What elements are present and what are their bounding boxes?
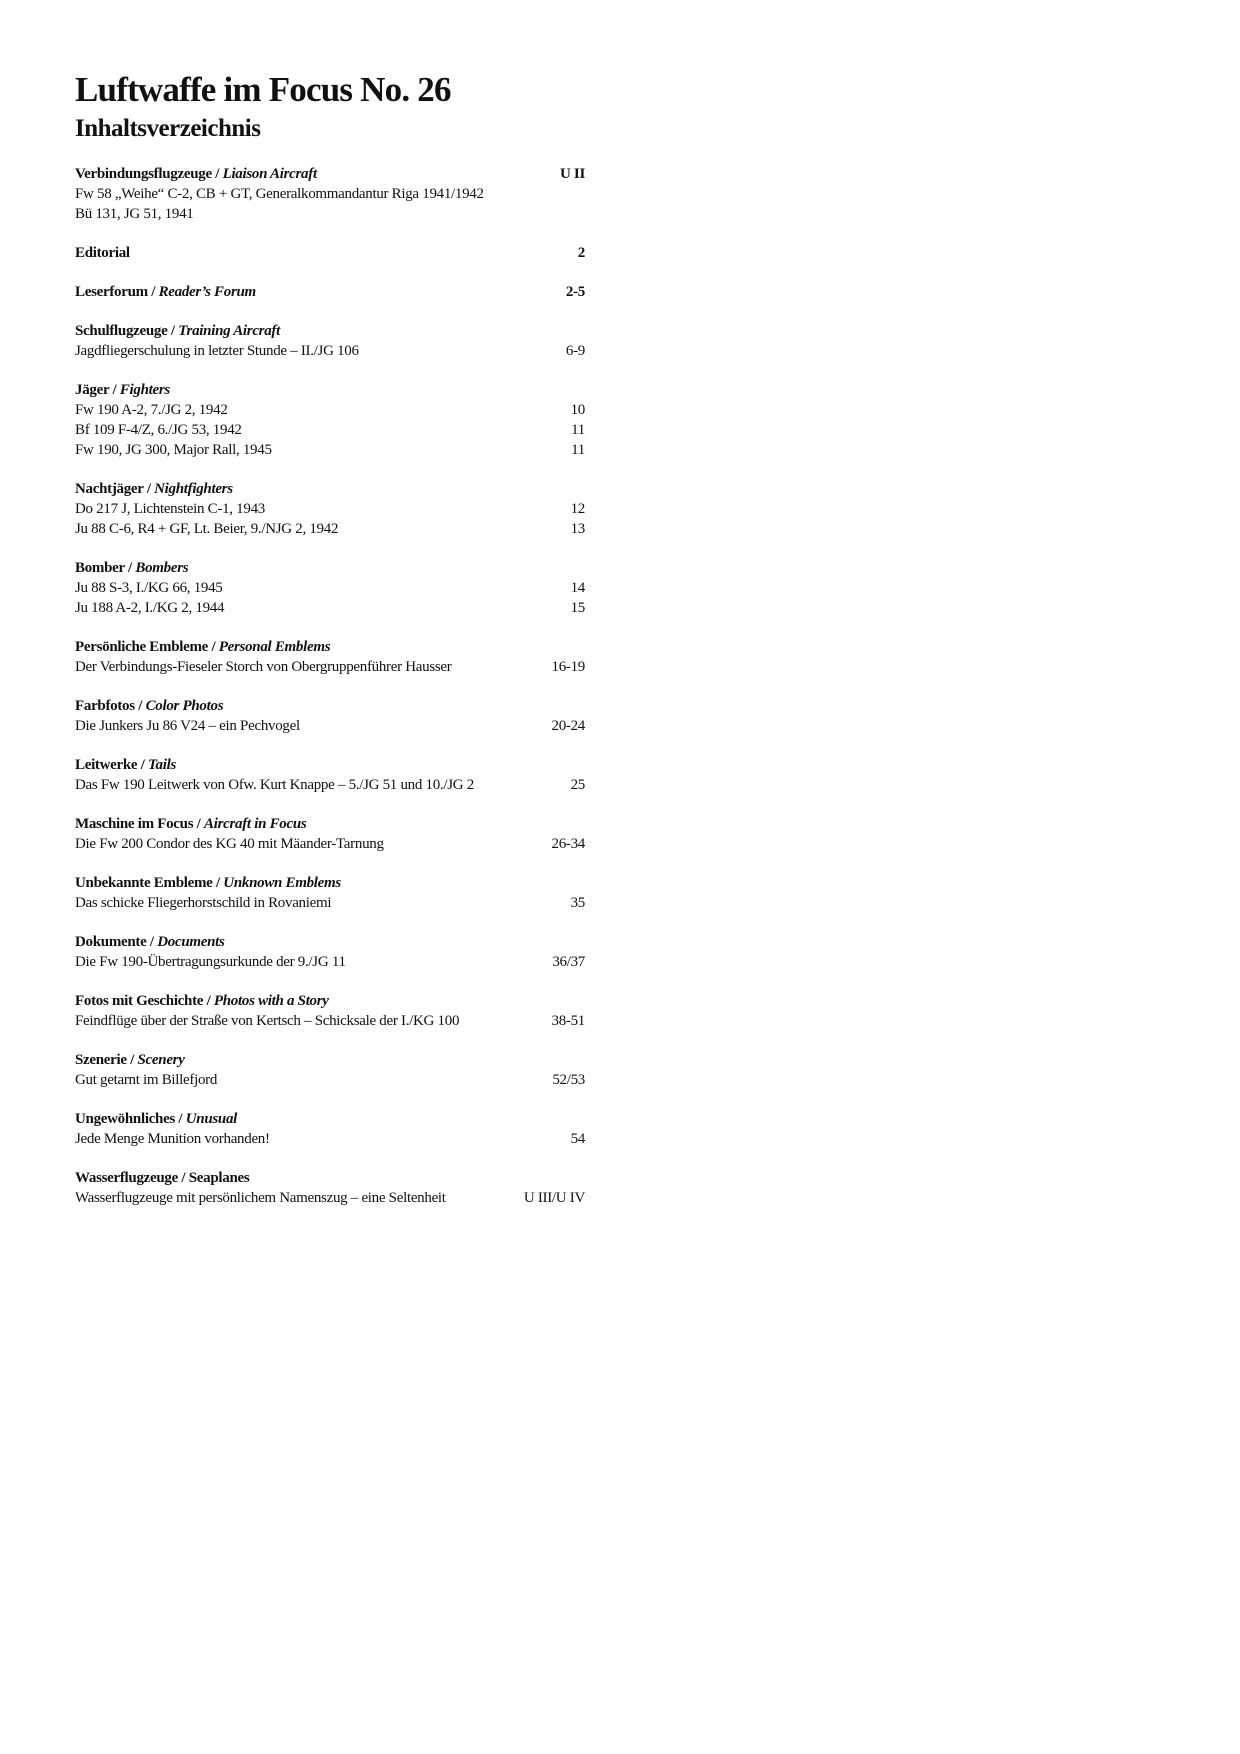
- toc-entry: [75, 1129, 585, 1149]
- toc-section: [75, 814, 585, 854]
- section-heading: [75, 755, 585, 775]
- toc-entry-text: Jagdfliegerschulung in letzter Stunde – II./JG 106: [75, 343, 359, 359]
- section-heading-text: [75, 873, 341, 893]
- section-heading: [75, 637, 585, 657]
- toc-section: [75, 558, 585, 618]
- section-heading: [75, 243, 585, 263]
- toc-entry: [75, 1011, 585, 1031]
- toc-section: [75, 380, 585, 460]
- section-heading: [75, 321, 585, 341]
- section-heading: [75, 814, 585, 834]
- section-title-english: Color Photos: [145, 698, 224, 714]
- toc-entry: [75, 578, 585, 598]
- toc-entry: [75, 400, 585, 420]
- toc-entry: [75, 834, 585, 854]
- section-heading-text: [75, 991, 329, 1011]
- toc-entry-page-number: 20-24: [551, 718, 585, 734]
- section-title-english: Unusual: [185, 1111, 238, 1127]
- section-heading: [75, 873, 585, 893]
- section-heading-text: [75, 1050, 185, 1070]
- toc-section: [75, 755, 585, 795]
- section-heading: [75, 479, 585, 499]
- toc-section: [75, 1168, 585, 1208]
- toc-entry-text: Das Fw 190 Leitwerk von Ofw. Kurt Knappe – 5./JG 51 und 10./JG 2: [75, 777, 474, 793]
- section-heading: [75, 164, 585, 184]
- toc-entry-page-number: 54: [570, 1131, 585, 1147]
- toc-entry-page-number: 15: [570, 600, 585, 616]
- section-title-english: Tails: [148, 757, 177, 773]
- section-heading-text: [75, 755, 176, 775]
- section-title-english: Photos with a Story: [213, 993, 329, 1009]
- toc-section: [75, 282, 585, 302]
- section-title-german: Farbfotos /: [75, 698, 146, 714]
- toc-entry-text: Feindflüge über der Straße von Kertsch – Schicksale der I./KG 100: [75, 1013, 460, 1029]
- toc-section: [75, 873, 585, 913]
- section-title-german: Jäger /: [75, 382, 120, 398]
- toc-entry-page-number: 11: [571, 422, 585, 438]
- toc-entry-page-number: 36/37: [552, 954, 585, 970]
- toc-entry-text: Ju 88 S-3, I./KG 66, 1945: [75, 580, 223, 596]
- section-title-german: Ungewöhnliches /: [75, 1111, 186, 1127]
- toc-entry-page-number: 6-9: [565, 343, 585, 359]
- toc-entry-text: Ju 188 A-2, I./KG 2, 1944: [75, 600, 225, 616]
- toc-entry-page-number: 12: [570, 501, 585, 517]
- toc-entry-text: Fw 190, JG 300, Major Rall, 1945: [75, 442, 272, 458]
- section-title-german: Nachtjäger /: [75, 481, 155, 497]
- section-heading-text: [75, 637, 330, 657]
- section-heading: [75, 558, 585, 578]
- toc-entry-text: Die Fw 190-Übertragungsurkunde der 9./JG 11: [75, 954, 346, 970]
- section-title-german: Editorial: [75, 245, 130, 261]
- toc-section: [75, 479, 585, 539]
- section-heading-text: [75, 282, 256, 302]
- section-title-german: Leitwerke /: [75, 757, 149, 773]
- toc-section: [75, 1050, 585, 1090]
- toc-entry: [75, 952, 585, 972]
- section-title-german: Wasserflugzeuge / Seaplanes: [75, 1170, 250, 1186]
- toc-sections: [75, 164, 585, 1208]
- toc-entry: [75, 204, 585, 224]
- section-heading: [75, 1050, 585, 1070]
- section-title-german: Leserforum /: [75, 284, 159, 300]
- section-heading: [75, 282, 585, 302]
- toc-entry: [75, 440, 585, 460]
- section-title-english: Liaison Aircraft: [222, 166, 317, 182]
- section-heading-text: [75, 243, 130, 263]
- toc-section: [75, 991, 585, 1031]
- section-title-english: Bombers: [135, 560, 189, 576]
- toc-entry-page-number: 11: [571, 442, 585, 458]
- toc-entry-page-number: 35: [570, 895, 585, 911]
- toc-entry-page-number: U III/U IV: [523, 1190, 585, 1206]
- section-heading: [75, 932, 585, 952]
- toc-section: [75, 932, 585, 972]
- toc-entry: [75, 657, 585, 677]
- section-heading-text: [75, 558, 188, 578]
- toc-entry: [75, 1070, 585, 1090]
- section-page-number: 2-5: [565, 284, 585, 300]
- toc-section: [75, 164, 585, 224]
- toc-entry-page-number: 52/53: [552, 1072, 585, 1088]
- toc-entry-text: Wasserflugzeuge mit persönlichem Namenszug – eine Seltenheit: [75, 1190, 446, 1206]
- toc-section: [75, 243, 585, 263]
- section-title-english: Scenery: [137, 1052, 185, 1068]
- toc-entry-text: Der Verbindungs-Fieseler Storch von Obergruppenführer Hausser: [75, 659, 452, 675]
- section-heading-text: [75, 696, 223, 716]
- section-title-german: Szenerie /: [75, 1052, 138, 1068]
- section-title-german: Dokumente /: [75, 934, 158, 950]
- toc-section: [75, 1109, 585, 1149]
- toc-entry: [75, 519, 585, 539]
- toc-entry: [75, 184, 585, 204]
- toc-entry: [75, 893, 585, 913]
- toc-entry-text: Gut getarnt im Billefjord: [75, 1072, 218, 1088]
- toc-section: [75, 637, 585, 677]
- toc-entry-text: Fw 190 A-2, 7./JG 2, 1942: [75, 402, 228, 418]
- page-title: Luftwaffe im Focus No. 26: [75, 70, 451, 109]
- section-title-german: Schulflugzeuge /: [75, 323, 179, 339]
- toc-entry-page-number: 26-34: [551, 836, 585, 852]
- section-title-english: Reader’s Forum: [158, 284, 256, 300]
- toc-entry: [75, 598, 585, 618]
- toc-entry-page-number: 25: [570, 777, 585, 793]
- toc-entry-text: Bü 131, JG 51, 1941: [75, 206, 194, 222]
- section-heading: [75, 696, 585, 716]
- toc-entry: [75, 1188, 585, 1208]
- section-heading: [75, 1168, 585, 1188]
- toc-entry-text: Die Junkers Ju 86 V24 – ein Pechvogel: [75, 718, 300, 734]
- section-title-english: Unknown Emblems: [223, 875, 341, 891]
- toc-entry: [75, 716, 585, 736]
- table-of-contents-page: [75, 70, 585, 1227]
- section-page-number: U II: [559, 166, 585, 182]
- toc-entry-page-number: 14: [570, 580, 585, 596]
- section-title-english: Documents: [157, 934, 225, 950]
- toc-entry-text: Fw 58 „Weihe“ C-2, CB + GT, Generalkommandantur Riga 1941/1942: [75, 186, 484, 202]
- toc-section: [75, 321, 585, 361]
- section-heading: [75, 380, 585, 400]
- section-heading-text: [75, 932, 225, 952]
- page-subtitle: Inhaltsverzeichnis: [75, 115, 261, 142]
- section-title-german: Persönliche Embleme /: [75, 639, 219, 655]
- section-title-german: Unbekannte Embleme /: [75, 875, 224, 891]
- section-title-english: Personal Emblems: [218, 639, 331, 655]
- section-title-english: Fighters: [119, 382, 170, 398]
- section-title-german: Bomber /: [75, 560, 136, 576]
- toc-entry-page-number: 10: [570, 402, 585, 418]
- toc-entry-page-number: 16-19: [551, 659, 585, 675]
- toc-section: [75, 696, 585, 736]
- section-heading-text: [75, 380, 170, 400]
- section-heading-text: [75, 321, 280, 341]
- toc-entry: [75, 775, 585, 795]
- section-title-english: Training Aircraft: [178, 323, 280, 339]
- section-title-german: Maschine im Focus /: [75, 816, 204, 832]
- section-title-english: Aircraft in Focus: [204, 816, 307, 832]
- toc-entry-text: Das schicke Fliegerhorstschild in Rovaniemi: [75, 895, 332, 911]
- section-title-german: Verbindungsflugzeuge /: [75, 166, 223, 182]
- section-title-german: Fotos mit Geschichte /: [75, 993, 214, 1009]
- toc-entry: [75, 341, 585, 361]
- section-title-english: Nightfighters: [154, 481, 233, 497]
- section-page-number: 2: [577, 245, 585, 261]
- section-heading-text: [75, 164, 317, 184]
- section-heading: [75, 991, 585, 1011]
- toc-entry-text: Ju 88 C-6, R4 + GF, Lt. Beier, 9./NJG 2, 1942: [75, 521, 339, 537]
- toc-entry-text: Die Fw 200 Condor des KG 40 mit Mäander-Tarnung: [75, 836, 384, 852]
- section-heading-text: [75, 814, 306, 834]
- section-heading: [75, 1109, 585, 1129]
- toc-entry-page-number: 38-51: [551, 1013, 585, 1029]
- toc-entry-text: Do 217 J, Lichtenstein C-1, 1943: [75, 501, 265, 517]
- toc-entry: [75, 420, 585, 440]
- toc-entry-text: Bf 109 F-4/Z, 6./JG 53, 1942: [75, 422, 242, 438]
- toc-entry-page-number: 13: [570, 521, 585, 537]
- toc-entry: [75, 499, 585, 519]
- section-heading-text: [75, 1168, 249, 1188]
- toc-entry-text: Jede Menge Munition vorhanden!: [75, 1131, 270, 1147]
- section-heading-text: [75, 1109, 237, 1129]
- section-heading-text: [75, 479, 233, 499]
